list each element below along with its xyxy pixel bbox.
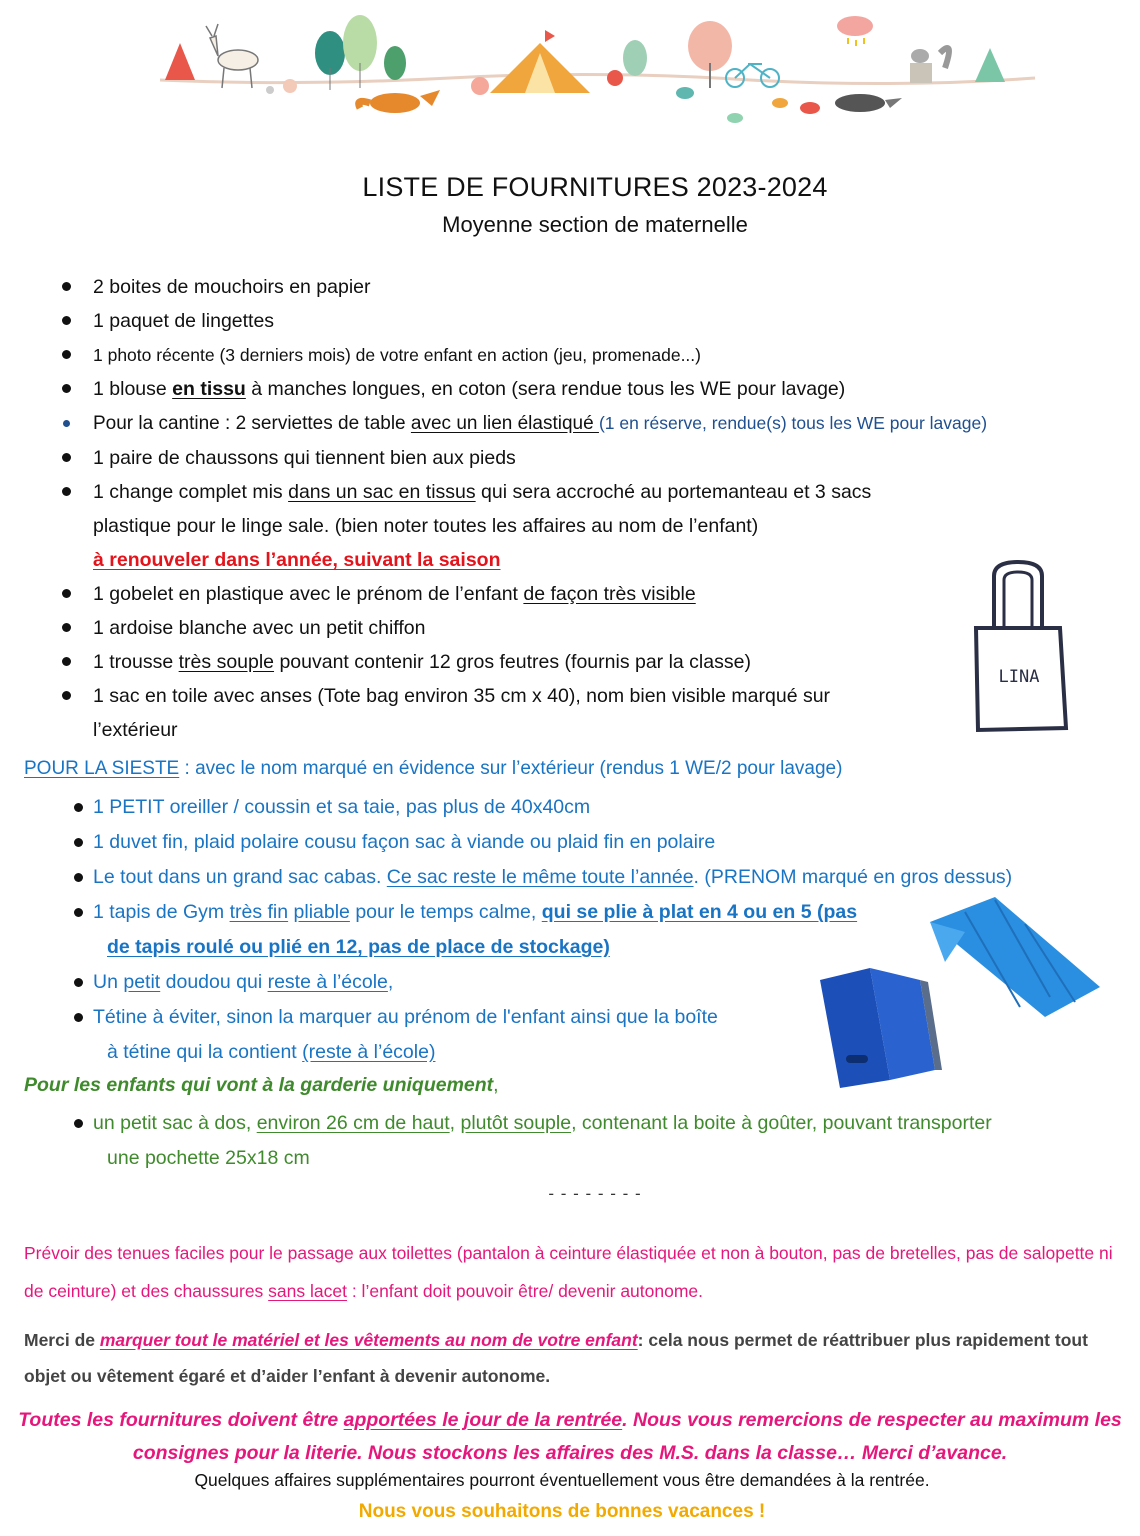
list-item: 1 tapis de Gym très fin pliable pour le temps calme, qui se plie à plat en 4 ou en 5 (pas de tapis roulé ou plié en 12, pas de place de stockage) xyxy=(72,895,1132,965)
page-title: LISTE DE FOURNITURES 2023-2024 xyxy=(362,172,828,202)
labeling-advice: Merci de marquer tout le matériel et les vêtements au nom de votre enfant: cela nous permet de réattribuer plus rapidement tout objet ou vêtement égaré et d’aider l’enfant à devenir autonome. xyxy=(24,1330,1088,1386)
list-item: Tétine à éviter, sinon la marquer au prénom de l'enfant ainsi que la boîte à tétine qui la contient (reste à l’école) xyxy=(72,1000,1132,1070)
woodland-banner-illustration xyxy=(150,8,1040,140)
fox-icon xyxy=(359,90,440,113)
list-item: 1 sac en toile avec anses (Tote bag environ 35 cm x 40), nom bien visible marqué sur l’extérieur xyxy=(60,679,1120,747)
list-item: 2 boites de mouchoirs en papier xyxy=(60,270,1120,304)
folded-mat-image xyxy=(810,960,950,1092)
folding-mat-image xyxy=(925,892,1105,1022)
badger-icon xyxy=(835,94,902,112)
tote-bag-label: LINA xyxy=(998,667,1040,687)
garderie-heading: Pour les enfants qui vont à la garderie uniquement, xyxy=(24,1074,499,1096)
list-item: 1 ardoise blanche avec un petit chiffon xyxy=(60,611,1120,645)
closing-statement: Toutes les fournitures doivent être apportées le jour de la rentrée. Nous vous remercions de respecter au maximum les consignes pour la literie. Nous stockons les affaires des M.S. dans la classe… Merci d’avance. xyxy=(18,1409,1122,1464)
tote-bag-illustration xyxy=(966,552,1070,734)
list-item: 1 paire de chaussons qui tiennent bien aux pieds xyxy=(60,441,1120,475)
supplies-list xyxy=(60,270,1120,747)
list-item: 1 trousse très souple pouvant contenir 12 gros feutres (fournis par la classe) xyxy=(60,645,1120,679)
clothing-advice: Prévoir des tenues faciles pour le passage aux toilettes (pantalon à ceinture élastiquée et non à bouton, pas de bretelles, pas de salopette ni de ceinture) et des chaussures sans lacet : l’enfant doit pouvoir être/ devenir autonome. xyxy=(24,1243,1113,1301)
list-item: 1 blouse en tissu à manches longues, en coton (sera rendue tous les WE pour lavage) xyxy=(60,372,1120,406)
tent-icon xyxy=(490,30,590,93)
holiday-wishes: Nous vous souhaitons de bonnes vacances ! xyxy=(358,1501,766,1522)
additional-note: Quelques affaires supplémentaires pourront éventuellement vous être demandées à la rentrée. xyxy=(194,1470,930,1490)
list-item: 1 paquet de lingettes xyxy=(60,304,1120,338)
list-item: Le tout dans un grand sac cabas. Ce sac reste le même toute l’année. (PRENOM marqué en gros dessus) xyxy=(72,860,1132,895)
list-item: 1 PETIT oreiller / coussin et sa taie, pas plus de 40x40cm xyxy=(72,790,1132,825)
deer-icon xyxy=(206,24,258,88)
garderie-list xyxy=(72,1106,1132,1176)
list-item: 1 gobelet en plastique avec le prénom de l’enfant de façon très visible xyxy=(60,577,1120,611)
list-item: 1 photo récente (3 derniers mois) de votre enfant en action (jeu, promenade...) xyxy=(60,338,1120,372)
list-item: 1 duvet fin, plaid polaire cousu façon sac à viande ou plaid fin en polaire xyxy=(72,825,1132,860)
bicycle-icon xyxy=(726,64,779,87)
list-item: un petit sac à dos, environ 26 cm de haut, plutôt souple, contenant la boite à goûter, pouvant transporter une pochette 25x18 cm xyxy=(72,1106,1132,1176)
page-subtitle: Moyenne section de maternelle xyxy=(442,212,748,237)
list-item: Un petit doudou qui reste à l’école, xyxy=(72,965,1132,1000)
list-item: 1 change complet mis dans un sac en tissus qui sera accroché au portemanteau et 3 sacs plastique pour le linge sale. (bien noter toutes les affaires au nom de l’enfant) à renouveler dans l’année, suivant la saison xyxy=(60,475,1120,577)
separator: - - - - - - - - xyxy=(548,1184,642,1203)
sieste-heading: POUR LA SIESTE : avec le nom marqué en évidence sur l’extérieur (rendus 1 WE/2 pour lavage) xyxy=(24,758,843,779)
list-item: Pour la cantine : 2 serviettes de table avec un lien élastiqué (1 en réserve, rendue(s) tous les WE pour lavage) xyxy=(60,406,1120,441)
